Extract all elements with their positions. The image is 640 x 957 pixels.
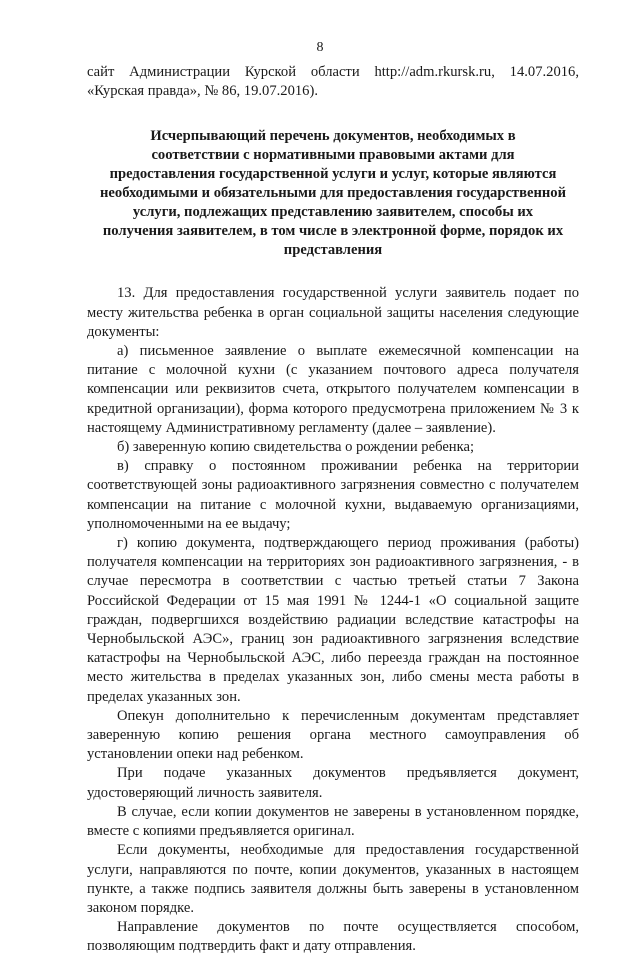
intro-paragraph: сайт Администрации Курской области http://adm.rkursk.ru, 14.07.2016, «Курская правда», № 86, 19.07.2016). [87,64,579,100]
paragraph-item-v: в) справку о постоянном проживании ребенка на территории соответствующей зоны радиоактивного загрязнения совместно с получателем компенсации на питание с молочной кухни, выдаваемую организациями, уполномоченными на ее выдачу; [87,458,579,532]
heading-line: получения заявителем, в том числе в электронной форме, порядок их [102,223,564,240]
paragraph-item-b: б) заверенную копию свидетельства о рождении ребенка; [117,439,475,456]
heading-line: Исчерпывающий перечень документов, необходимых в [150,128,516,145]
page-number: 8 [316,40,324,55]
document-body [87,63,579,957]
paragraph-mail-method: Направление документов по почте осуществляется способом, позволяющим подтвердить факт и дату отправления. [87,919,579,955]
paragraph-item-a: а) письменное заявление о выплате ежемесячной компенсации на питание с молочной кухни (с указанием почтового адреса получателя компенсации или реквизитов счета, открытого получателем компенсации в кредитной организации), форма которого предусмотрена приложением № 3 к настоящему Административному регламенту (далее – заявление). [87,343,579,436]
paragraph-mail: Если документы, необходимые для предоставления государственной услуги, направляются по почте, копии документов, указанных в настоящем пункте, а также подпись заявителя должны быть заверены в установленном законом порядке. [87,842,579,916]
paragraph-item-g: г) копию документа, подтверждающего период проживания (работы) получателя компенсации на территориях зон радиоактивного загрязнения, - в случае пересмотра в соответствии с частью третьей статьи 7 Закона Российской Федерации от 15 мая 1991 № 1244-1 «О социальной защите граждан, подвергшихся воздействию радиации вследствие катастрофы на Чернобыльской АЭС», границ зон радиоактивного загрязнения вследствие катастрофы на Чернобыльской АЭС, либо переезда граждан на постоянное место жительства в пределах указанных зон, либо смены места работы в пределах указанных зон. [87,535,579,705]
paragraph-identity: При подаче указанных документов предъявляется документ, удостоверяющий личность заявителя. [87,765,579,801]
heading-line: предоставления государственной услуги и услуг, которые являются [109,166,557,183]
heading-line: необходимыми и обязательными для предоставления государственной [100,185,566,202]
heading-line: представления [283,242,383,259]
heading-line: соответствии с нормативными правовыми актами для [151,147,515,164]
heading-line: услуги, подлежащих представлению заявителем, способы их [132,204,534,221]
section-heading [87,127,579,260]
paragraph-guardian: Опекун дополнительно к перечисленным документам представляет заверенную копию решения органа местного самоуправления об установлении опеки над ребенком. [87,707,579,763]
paragraph-13: 13. Для предоставления государственной услуги заявитель подает по месту жительства ребенка в орган социальной защиты населения следующие документы: [87,285,579,340]
paragraph-copies: В случае, если копии документов не заверены в установленном порядке, вместе с копиями предъявляется оригинал. [87,803,579,840]
